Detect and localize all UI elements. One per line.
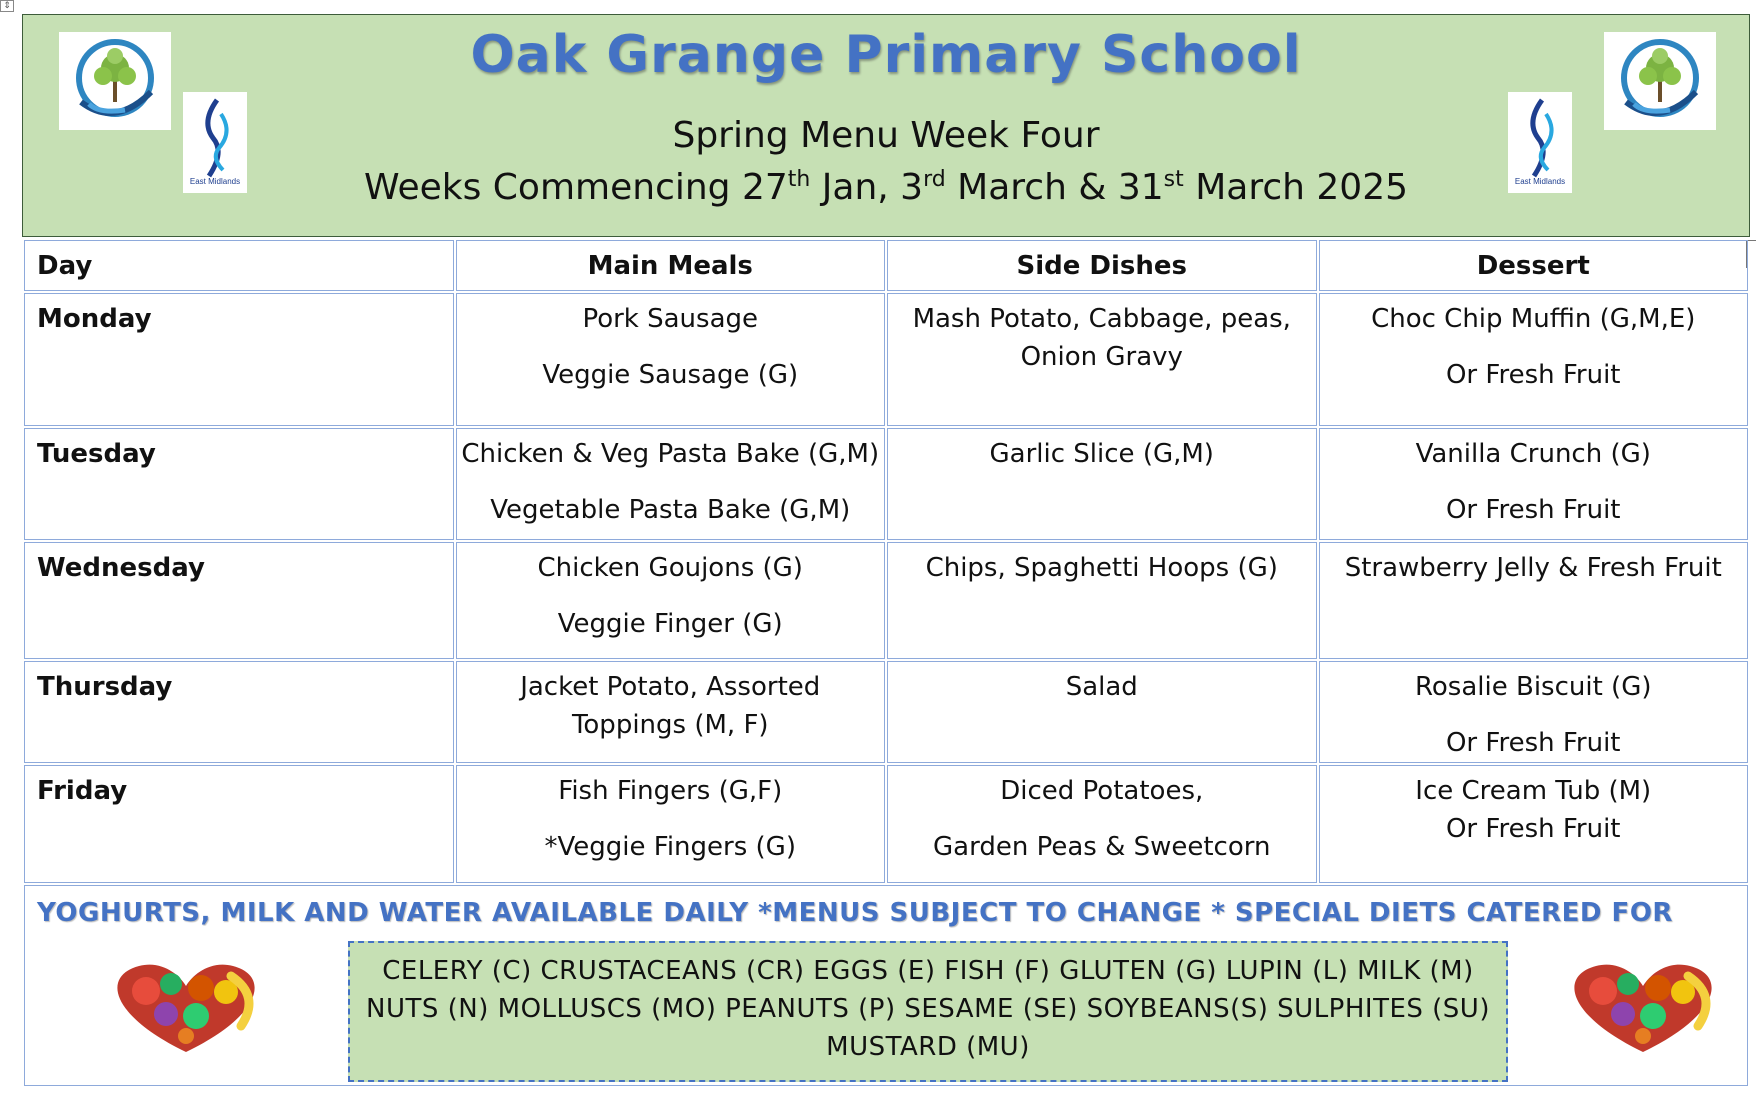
dessert-cell: Rosalie Biscuit (G) Or Fresh Fruit (1319, 661, 1749, 763)
day-cell: Wednesday (24, 542, 454, 659)
side-dish-cell: Salad (887, 661, 1317, 763)
day-cell: Friday (24, 765, 454, 883)
column-header-day: Day (24, 240, 454, 291)
menu-table (22, 238, 1750, 1088)
column-header-main: Main Meals (456, 240, 886, 291)
dessert-cell: Strawberry Jelly & Fresh Fruit (1319, 542, 1749, 659)
side-dish-cell: Mash Potato, Cabbage, peas, Onion Gravy (887, 293, 1317, 426)
main-meal-cell: Fish Fingers (G,F) *Veggie Fingers (G) (456, 765, 886, 883)
weeks-commencing: Weeks Commencing 27th Jan, 3rd March & 31st March 2025 (363, 167, 1409, 208)
school-name: Oak Grange Primary School (470, 25, 1302, 85)
main-meal-cell: Chicken Goujons (G) Veggie Finger (G) (456, 542, 886, 659)
table-row (24, 293, 1748, 426)
dessert-cell: Vanilla Crunch (G) Or Fresh Fruit (1319, 428, 1749, 540)
school-tree-logo-right (1604, 32, 1716, 130)
main-meal-cell: Jacket Potato, Assorted Toppings (M, F) (456, 661, 886, 763)
fruit-heart-image-right (1548, 956, 1738, 1056)
table-row (24, 661, 1748, 763)
table-row (24, 765, 1748, 883)
dessert-cell: Ice Cream Tub (M) Or Fresh Fruit (1319, 765, 1749, 883)
allergen-key: CELERY (C) CRUSTACEANS (CR) EGGS (E) FISH (F) GLUTEN (G) LUPIN (L) MILK (M) NUTS (N) MOLLUSCS (MO) PEANUTS (P) SESAME (SE) SOYBEANS(S) SULPHITES (SU) MUSTARD (MU) (348, 941, 1508, 1082)
menu-header (22, 14, 1750, 237)
dessert-cell: Choc Chip Muffin (G,M,E) Or Fresh Fruit (1319, 293, 1749, 426)
table-header-row (24, 240, 1748, 291)
side-dish-cell: Diced Potatoes, Garden Peas & Sweetcorn (887, 765, 1317, 883)
daily-notice: YOGHURTS, MILK AND WATER AVAILABLE DAILY *MENUS SUBJECT TO CHANGE * SPECIAL DIETS CATERED FOR (37, 898, 1673, 928)
main-meal-cell: Pork Sausage Veggie Sausage (G) (456, 293, 886, 426)
table-row (24, 428, 1748, 540)
day-cell: Thursday (24, 661, 454, 763)
side-dish-cell: Garlic Slice (G,M) (887, 428, 1317, 540)
trust-logo-caption: East Midlands (1514, 177, 1566, 186)
column-header-dessert: Dessert (1319, 240, 1749, 291)
day-cell: Tuesday (24, 428, 454, 540)
trust-logo-right (1508, 92, 1572, 193)
main-meal-cell: Chicken & Veg Pasta Bake (G,M) Vegetable Pasta Bake (G,M) (456, 428, 886, 540)
footer-cell (24, 885, 1748, 1086)
trust-logo-caption: East Midlands (189, 177, 241, 186)
fruit-heart-image-left (91, 956, 281, 1056)
table-move-handle-icon[interactable]: ⇕ (0, 0, 14, 12)
day-cell: Monday (24, 293, 454, 426)
table-row (24, 542, 1748, 659)
column-header-side: Side Dishes (887, 240, 1317, 291)
side-dish-cell: Chips, Spaghetti Hoops (G) (887, 542, 1317, 659)
footer-row (24, 885, 1748, 1086)
menu-title: Spring Menu Week Four (672, 115, 1100, 156)
